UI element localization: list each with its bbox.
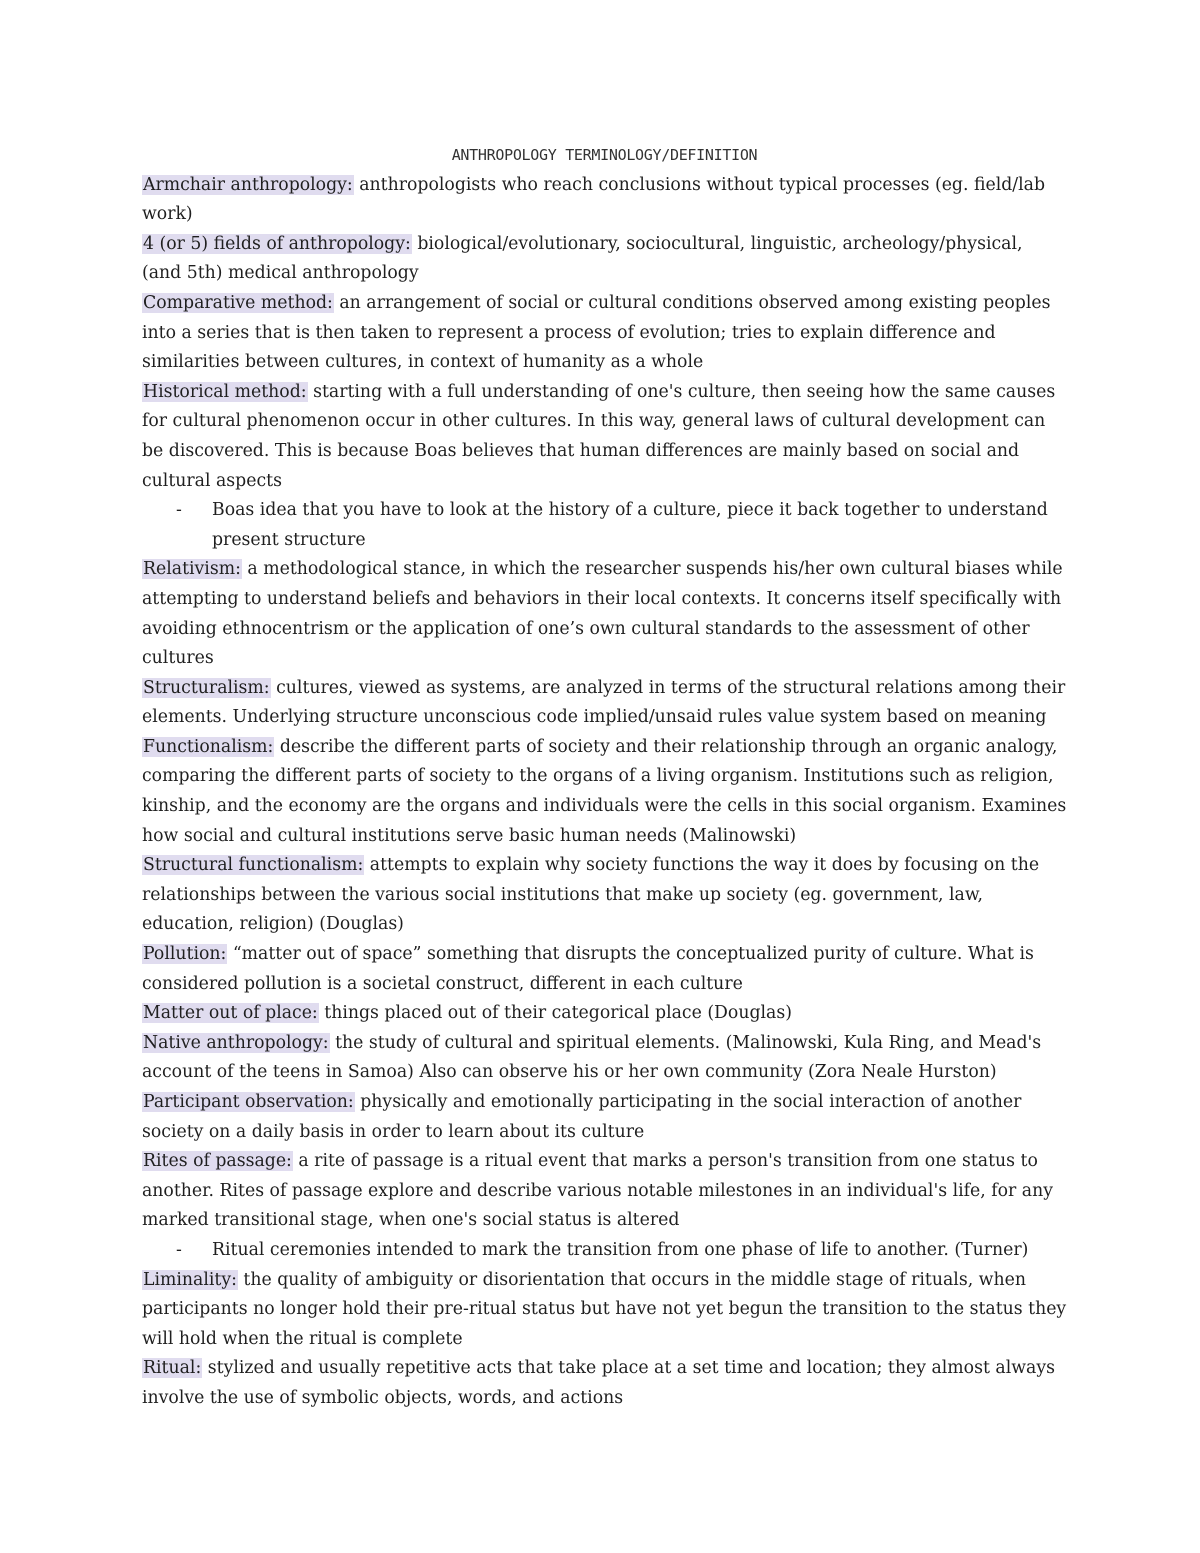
term-label: Structural functionalism: [143,855,364,876]
term-definition: a methodological stance, in which the researcher suspends his/her own cultural biases while attempting to understand beliefs and behaviors in their local contexts. It concerns itself specifically with avoiding ethnocentrism or the application of one’s own cultural standards to the assessment of other cultures [142,559,1063,669]
bullet-item-boas [142,496,1067,555]
document-title: ANTHROPOLOGY TERMINOLOGY/DEFINITION [451,146,758,164]
entry-rites-of-passage [142,1147,1067,1236]
term-definition: starting with a full understanding of one's culture, then seeing how the same causes for cultural phenomenon occur in other cultures. In this way, general laws of cultural development can be discovered. This is because Boas believes that human differences are mainly based on social and cultural aspects [142,381,1056,491]
term-label: Matter out of place: [143,1003,318,1024]
term-label: Comparative method: [143,292,333,313]
entry-structuralism [142,674,1067,733]
term-definition: a rite of passage is a ritual event that marks a person's transition from one status to another. Rites of passage explore and describe various notable milestones in an individual's life, for any marked transitional stage, when one's social status is altered [142,1151,1053,1231]
term-definition: cultures, viewed as systems, are analyzed in terms of the structural relations among their elements. Underlying structure unconscious code implied/unsaid rules value system based on meaning [142,677,1066,728]
entry-fields-of-anthropology [142,230,1067,289]
entry-liminality [142,1266,1067,1355]
term-definition: “matter out of space” something that disrupts the conceptualized purity of culture. What is considered pollution is a societal construct, different in each culture [142,944,1034,994]
term-definition: biological/evolutionary, sociocultural, linguistic, archeology/physical, (and 5th) medical anthropology [142,233,1023,284]
term-definition: the quality of ambiguity or disorientation that occurs in the middle stage of rituals, when participants no longer hold their pre-ritual status but have not yet begun the transition to the status they will hold when the ritual is complete [142,1269,1067,1349]
entry-relativism [142,555,1067,673]
term-label: 4 (or 5) fields of anthropology: [143,233,411,254]
term-label: Ritual: [143,1358,202,1379]
term-definition: things placed out of their categorical place (Douglas) [318,1003,792,1024]
bullet-text: Ritual ceremonies intended to mark the transition from one phase of life to another. (Turner) [212,1239,1029,1260]
term-label: Functionalism: [143,736,274,757]
entry-ritual [142,1354,1067,1413]
term-definition: physically and emotionally participating in the social interaction of another society on a daily basis in order to learn about its culture [142,1092,1022,1142]
term-label: Armchair anthropology: [143,174,353,195]
term-definition: stylized and usually repetitive acts that take place at a set time and location; they almost always involve the use of symbolic objects, words, and actions [142,1358,1055,1408]
entry-functionalism [142,733,1067,851]
entry-pollution [142,940,1067,999]
term-definition: describe the different parts of society and their relationship through an organic analogy, comparing the different parts of society to the organs of a living organism. Institutions such as religion, kinship, and the economy are the organs and individuals were the cells in this social organism. Examines how social and cultural institutions serve basic human needs (Malinowski) [142,736,1067,846]
entry-participant-observation [142,1088,1067,1147]
bullet-item-ritual-ceremonies [142,1236,1067,1266]
term-definition: the study of cultural and spiritual elements. (Malinowski, Kula Ring, and Mead's account of the teens in Samoa) Also can observe his or her own community (Zora Neale Hurston) [142,1032,1042,1083]
entry-armchair-anthropology [142,171,1067,230]
entry-structural-functionalism [142,851,1067,940]
entry-matter-out-of-place [142,999,1067,1029]
entry-native-anthropology [142,1029,1067,1088]
bullet-dash-icon: - [176,1239,182,1260]
term-label: Relativism: [143,559,241,580]
term-label: Native anthropology: [143,1032,329,1053]
entry-historical-method [142,378,1067,496]
bullet-text: Boas idea that you have to look at the history of a culture, piece it back together to understand present structure [212,500,1048,550]
term-label: Pollution: [143,944,227,965]
term-definition: attempts to explain why society functions the way it does by focusing on the relationships between the various social institutions that make up society (eg. government, law, education, religion) (Douglas) [142,855,1040,935]
term-label: Liminality: [143,1269,237,1290]
term-label: Historical method: [143,381,307,402]
term-label: Rites of passage: [143,1151,292,1172]
entry-comparative-method [142,289,1067,378]
bullet-dash-icon: - [176,500,182,521]
term-definition: anthropologists who reach conclusions without typical processes (eg. field/lab work) [142,174,1046,225]
document-body [142,141,1067,1414]
term-definition: an arrangement of social or cultural conditions observed among existing peoples into a series that is then taken to represent a process of evolution; tries to explain difference and similarities between cultures, in context of humanity as a whole [142,292,1051,373]
term-label: Participant observation: [143,1092,354,1112]
term-label: Structuralism: [143,677,270,698]
